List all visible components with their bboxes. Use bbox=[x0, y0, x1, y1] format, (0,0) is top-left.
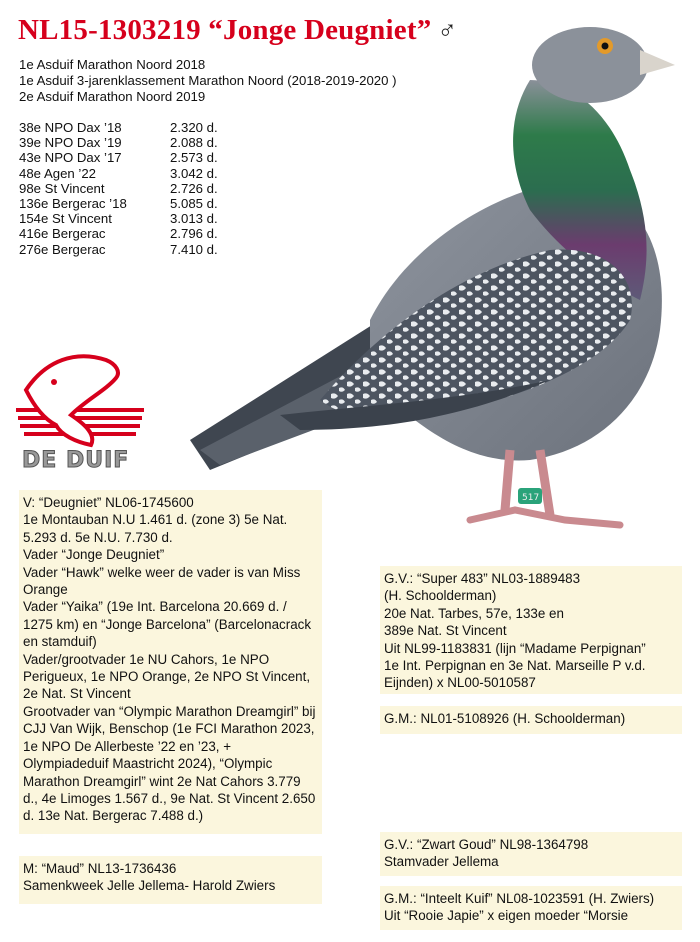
achievement-line: 1e Asduif Marathon Noord 2018 bbox=[19, 57, 206, 72]
pedigree-grandmother-father-box bbox=[380, 706, 682, 734]
pedigree-line: Uit “Rooie Japie” x eigen moeder “Morsie bbox=[384, 908, 629, 924]
pedigree-line: Vader/grootvader 1e NU Cahors, 1e NPO Perigueux, 1e NPO Orange, 2e NPO St Vincent, 2e Nat. St Vincent bbox=[23, 651, 311, 702]
pedigree-line: 389e Nat. St Vincent bbox=[384, 623, 507, 639]
result-race: 276e Bergerac bbox=[19, 241, 106, 257]
result-race: 98e St Vincent bbox=[19, 180, 105, 196]
result-points: 2.320 d. bbox=[170, 120, 218, 135]
leg-ring-text: 517 bbox=[522, 493, 540, 503]
result-race: 416e Bergerac bbox=[19, 226, 106, 242]
pedigree-father-box bbox=[19, 490, 322, 834]
pedigree-grandfather-mother-box bbox=[380, 832, 682, 876]
result-race: 154e St Vincent bbox=[19, 211, 112, 227]
logo-text: DE DUIF bbox=[22, 448, 130, 473]
result-race: 39e NPO Dax ’19 bbox=[19, 135, 122, 151]
result-points: 2.726 d. bbox=[170, 180, 218, 196]
pedigree-line: Vader “Hawk” welke weer de vader is van Miss Orange bbox=[23, 564, 301, 598]
pedigree-line: V: “Deugniet” NL06-1745600 bbox=[23, 495, 194, 510]
pedigree-line: 1e Montauban N.U 1.461 d. (zone 3) 5e Nat. 5.293 d. 5e N.U. 7.730 d. bbox=[23, 512, 288, 545]
result-points: 3.013 d. bbox=[170, 211, 218, 227]
pedigree-line: M: “Maud” NL13-1736436 bbox=[23, 861, 177, 876]
pedigree-grandfather-father-box bbox=[380, 566, 682, 694]
pedigree-line: 20e Nat. Tarbes, 57e, 133e en bbox=[384, 605, 564, 621]
pedigree-grandmother-mother-box bbox=[380, 886, 682, 930]
pedigree-line: G.V.: “Super 483” NL03-1889483 bbox=[384, 571, 581, 586]
result-points: 7.410 d. bbox=[170, 241, 218, 257]
achievement-line: 2e Asduif Marathon Noord 2019 bbox=[19, 89, 206, 104]
pedigree-line: G.M.: “Inteelt Kuif” NL08-1023591 (H. Zwiers) bbox=[384, 891, 655, 906]
result-points: 5.085 d. bbox=[170, 196, 218, 212]
pedigree-mother-box bbox=[19, 856, 322, 904]
male-symbol-icon: ♂ bbox=[437, 16, 458, 45]
pedigree-line: (H. Schoolderman) bbox=[384, 588, 497, 604]
result-points: 2.088 d. bbox=[170, 135, 218, 151]
pigeon-photo bbox=[170, 20, 690, 540]
pedigree-line: Grootvader van “Olympic Marathon Dreamgirl” bij CJJ Van Wijk, Benschop (1e FCI Marathon 2023, 1e NPO De Allerbeste ’22 en ’23, + Olympiadeduif Maastricht 2024), “Olympic Marathon Dreamgirl” wint 2e Nat Cahors 3.779 d., 4e Limoges 1.567 d., 9e Nat. St Vincent 2.650 d. 13e Nat. Bergerac 7.488 d.) bbox=[23, 703, 316, 824]
result-race: 38e NPO Dax ’18 bbox=[19, 120, 122, 135]
pedigree-line: G.M.: NL01-5108926 (H. Schoolderman) bbox=[384, 711, 626, 726]
pedigree-line: Samenkweek Jelle Jellema- Harold Zwiers bbox=[23, 878, 276, 894]
pedigree-line: Vader “Jonge Deugniet” bbox=[23, 547, 165, 563]
pedigree-line: 1e Int. Perpignan en 3e Nat. Marseille P v.d. Eijnden) x NL00-5010587 bbox=[384, 658, 646, 691]
result-race: 136e Bergerac ’18 bbox=[19, 196, 127, 212]
result-points: 3.042 d. bbox=[170, 165, 218, 181]
pedigree-line: Stamvader Jellema bbox=[384, 854, 499, 870]
achievement-line: 1e Asduif 3-jarenklassement Marathon Noord (2018-2019-2020 ) bbox=[19, 73, 397, 88]
result-race: 43e NPO Dax ’17 bbox=[19, 150, 122, 166]
title-text: NL15-1303219 “Jonge Deugniet” bbox=[18, 14, 432, 46]
result-points: 2.796 d. bbox=[170, 226, 218, 242]
pedigree-line: Uit NL99-1183831 (lijn “Madame Perpignan” bbox=[384, 640, 646, 656]
pedigree-line: Vader “Yaika” (19e Int. Barcelona 20.669 d. / 1275 km) en “Jonge Barcelona” (Barcelonacrack en stamduif) bbox=[23, 599, 312, 650]
pedigree-line: G.V.: “Zwart Goud” NL98-1364798 bbox=[384, 837, 589, 852]
result-race: 48e Agen ’22 bbox=[19, 165, 96, 181]
result-points: 2.573 d. bbox=[170, 150, 218, 166]
